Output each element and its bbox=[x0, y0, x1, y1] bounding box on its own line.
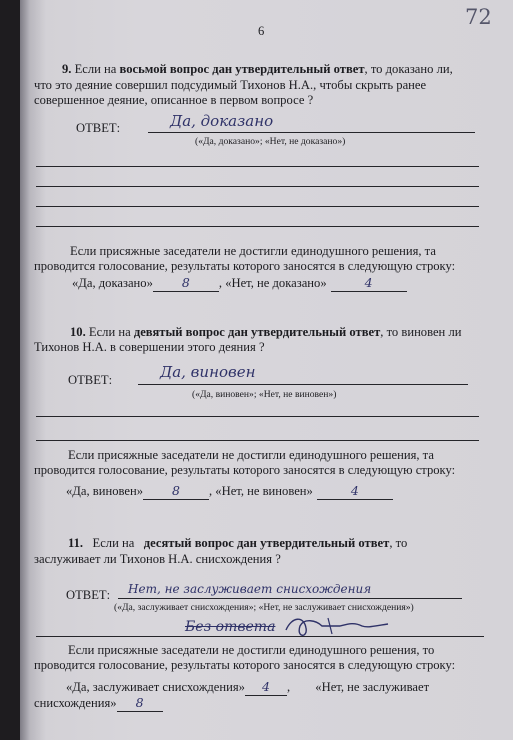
answer-11-label: ОТВЕТ: bbox=[66, 588, 111, 602]
vote-9-no-count: 4 bbox=[364, 275, 373, 290]
answer-9-value: Да, доказано bbox=[170, 112, 274, 130]
question-9-line-3: совершенное деяние, описанное в первом вопросе ? bbox=[34, 93, 314, 107]
answer-10-options: («Да, виновен»; «Нет, не виновен») bbox=[192, 389, 337, 400]
answer-11-value: Нет, не заслуживает снисхождения bbox=[128, 582, 372, 596]
question-11-line-1: 11. Если на десятый вопрос дан утвердительный ответ, то bbox=[68, 536, 408, 550]
vote-9-intro-2: проводится голосование, результаты которого заносятся в следующую строку: bbox=[34, 259, 456, 273]
answer-11-line bbox=[118, 598, 462, 599]
answer-11-correction: Без ответа bbox=[185, 619, 276, 635]
question-9-line-2: что это деяние совершил подсудимый Тихонов Н.А., чтобы скрыть ранее bbox=[34, 78, 427, 92]
answer-10-label: ОТВЕТ: bbox=[68, 373, 113, 387]
question-11-line-2: заслуживает ли Тихонов Н.А. снисхождения ? bbox=[34, 552, 281, 566]
answer-10-value: Да, виновен bbox=[160, 363, 256, 381]
blank-line bbox=[36, 206, 479, 207]
vote-9-no-field bbox=[331, 276, 407, 292]
vote-11-intro-1: Если присяжные заседатели не достигли единодушного решения, то bbox=[68, 643, 435, 657]
question-9-line-1: 9. Если на восьмой вопрос дан утвердительный ответ, то доказано ли, bbox=[62, 62, 453, 76]
answer-11-options: («Да, заслуживает снисхождения»; «Нет, не заслуживает снисхождения») bbox=[114, 602, 414, 613]
vote-10-no-count: 4 bbox=[350, 483, 359, 498]
vote-10-no-label: , «Нет, не виновен» bbox=[209, 484, 313, 498]
vote-11-yes-label: «Да, заслуживает снисхождения» bbox=[66, 680, 245, 694]
vote-9-yes-count: 8 bbox=[181, 275, 190, 290]
vote-9-no-label: , «Нет, не доказано» bbox=[218, 276, 327, 290]
vote-11-row-2 bbox=[34, 696, 163, 712]
vote-11-row-1 bbox=[66, 680, 429, 696]
question-10-line-1: 10. Если на девятый вопрос дан утвердительный ответ, то виновен ли bbox=[70, 325, 462, 339]
answer-9-options: («Да, доказано»; «Нет, не доказано») bbox=[195, 136, 346, 147]
vote-11-intro-2: проводится голосование, результаты которого заносятся в следующую строку: bbox=[34, 658, 456, 672]
vote-10-intro-2: проводится голосование, результаты которого заносятся в следующую строку: bbox=[34, 463, 456, 477]
vote-9-intro-1: Если присяжные заседатели не достигли единодушного решения, та bbox=[70, 244, 436, 258]
blank-line bbox=[36, 636, 484, 637]
blank-line bbox=[36, 416, 479, 417]
vote-9-row bbox=[72, 276, 407, 292]
blank-line bbox=[36, 440, 479, 441]
vote-9-yes-field bbox=[153, 276, 219, 292]
answer-10-line bbox=[138, 384, 468, 385]
vote-11-no-label-1: , «Нет, не заслуживает bbox=[286, 680, 430, 694]
vote-11-no-label-2: снисхождения» bbox=[34, 696, 117, 710]
vote-11-yes-count: 4 bbox=[261, 679, 270, 694]
vote-10-yes-label: «Да, виновен» bbox=[66, 484, 143, 498]
vote-10-yes-field bbox=[143, 484, 209, 500]
blank-line bbox=[36, 166, 479, 167]
answer-9-label: ОТВЕТ: bbox=[76, 121, 121, 135]
vote-11-yes-field bbox=[245, 680, 287, 696]
document-page bbox=[20, 0, 513, 740]
vote-10-yes-count: 8 bbox=[172, 483, 180, 498]
vote-9-yes-label: «Да, доказано» bbox=[72, 276, 153, 290]
vote-11-no-field bbox=[117, 696, 163, 712]
answer-9-line bbox=[148, 132, 475, 133]
vote-10-no-field bbox=[317, 484, 393, 500]
page-annotation: 72 bbox=[465, 5, 492, 29]
blank-line bbox=[36, 186, 479, 187]
vote-10-intro-1: Если присяжные заседатели не достигли единодушного решения, та bbox=[68, 448, 434, 462]
page-number: 6 bbox=[258, 24, 265, 38]
vote-10-row bbox=[66, 484, 393, 500]
question-10-line-2: Тихонов Н.А. в совершении этого деяния ? bbox=[34, 340, 265, 354]
blank-line bbox=[36, 226, 479, 227]
vote-11-no-count: 8 bbox=[135, 695, 144, 710]
